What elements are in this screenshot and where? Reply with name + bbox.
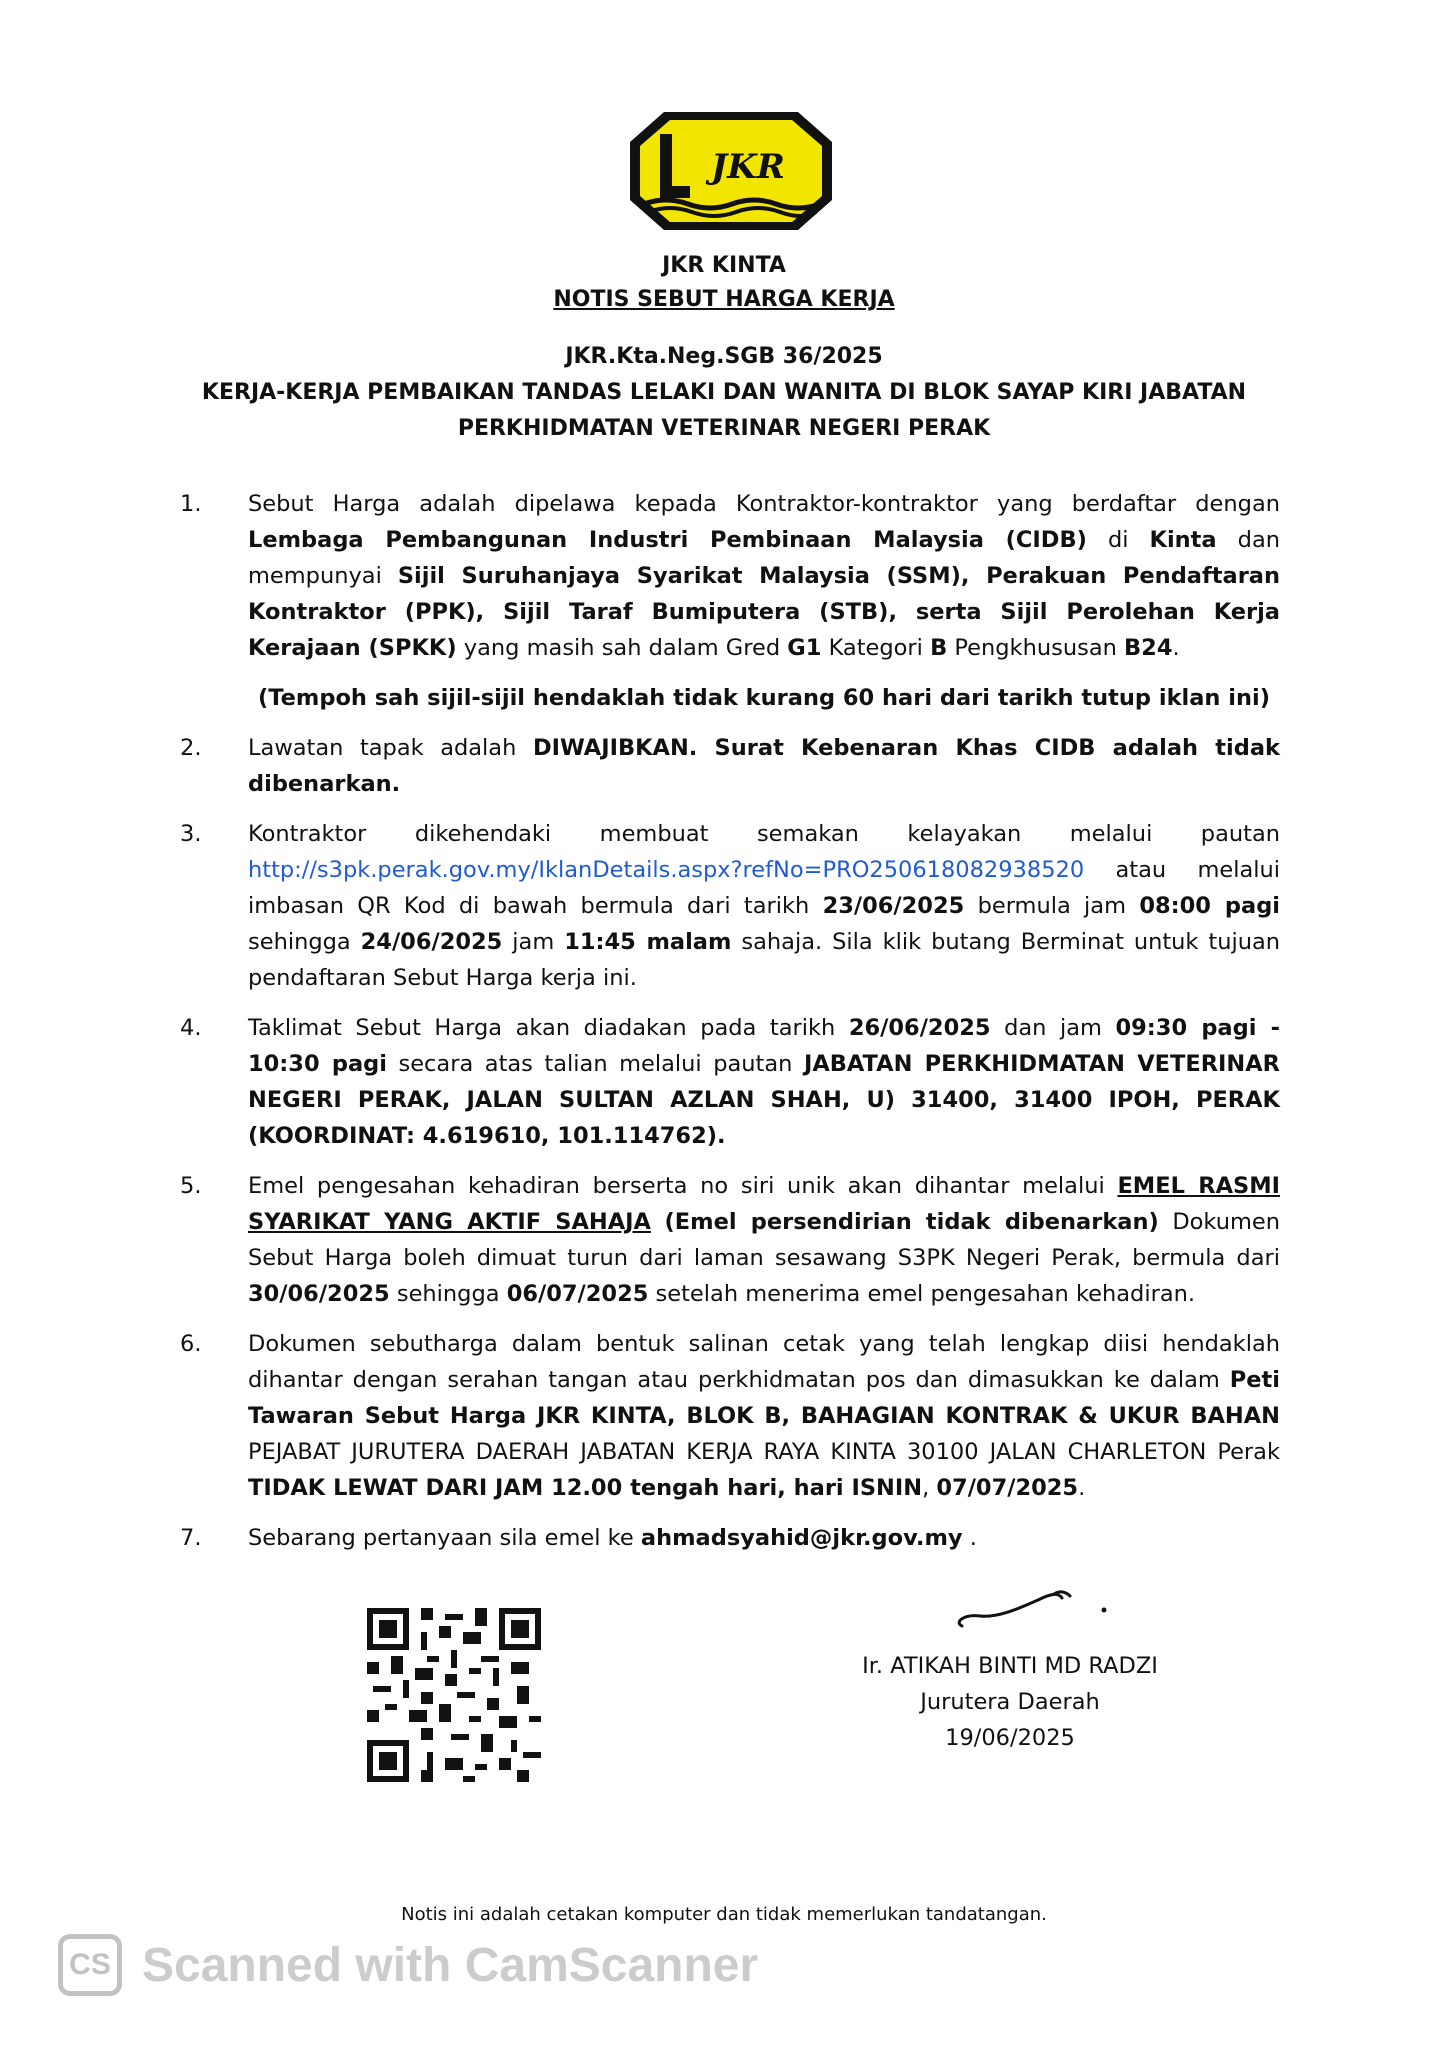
qr-code-image bbox=[367, 1608, 541, 1782]
notice-title: NOTIS SEBUT HARGA KERJA bbox=[553, 287, 895, 312]
item-number: 2. bbox=[180, 735, 202, 761]
item-text: Sebut Harga adalah dipelawa kepada Kontraktor-kontraktor yang berdaftar dengan Lembaga Pembangunan Industri Pembinaan Malaysia (CIDB) di Kinta dan mempunyai Sijil Suruhanjaya Syarikat Malaysia (SSM), Perakuan Pendaftaran Kontraktor (PPK), Sijil Taraf Bumiputera (STB), serta Sijil Perolehan Kerja Kerajaan (SPKK) yang masih sah dalam Gred G1 Kategori B Pengkhususan B24. bbox=[248, 491, 1281, 661]
camscanner-watermark bbox=[58, 1930, 758, 2000]
item-number: 5. bbox=[180, 1173, 202, 1199]
reference-number: JKR.Kta.Neg.SGB 36/2025 bbox=[565, 344, 883, 369]
item-text: Dokumen sebutharga dalam bentuk salinan cetak yang telah lengkap diisi hendaklah dihantar dengan serahan tangan atau perkhidmatan pos dan dimasukkan ke dalam Peti Tawaran Sebut Harga JKR KINTA, BLOK B, BAHAGIAN KONTRAK & UKUR BAHAN PEJABAT JURUTERA DAERAH JABATAN KERJA RAYA KINTA 30100 JALAN CHARLETON Perak TIDAK LEWAT DARI JAM 12.00 tengah hari, hari ISNIN, 07/07/2025. bbox=[248, 1331, 1281, 1501]
list-item bbox=[180, 1326, 1280, 1506]
signature-image bbox=[950, 1578, 1120, 1638]
item-text: Taklimat Sebut Harga akan diadakan pada tarikh 26/06/2025 dan jam 09:30 pagi - 10:30 pagi secara atas talian melalui pautan JABATAN PERKHIDMATAN VETERINAR NEGERI PERAK, JALAN SULTAN AZLAN SHAH, U) 31400, 31400 IPOH, PERAK (KOORDINAT: 4.619610, 101.114762). bbox=[248, 1015, 1280, 1149]
item-number: 4. bbox=[180, 1015, 202, 1041]
s3pk-link[interactable]: http://s3pk.perak.gov.my/IklanDetails.aspx?refNo=PRO250618082938520 bbox=[248, 857, 1085, 883]
org-name: JKR KINTA bbox=[662, 253, 786, 278]
signature-block bbox=[800, 1648, 1220, 1756]
item-text: Emel pengesahan kehadiran berserta no siri unik akan dihantar melalui EMEL RASMI SYARIKAT YANG AKTIF SAHAJA (Emel persendirian tidak dibenarkan) Dokumen Sebut Harga boleh dimuat turun dari laman sesawang S3PK Negeri Perak, bermula dari 30/06/2025 sehingga 06/07/2025 setelah menerima emel pengesahan kehadiran. bbox=[248, 1173, 1281, 1307]
item-number: 6. bbox=[180, 1331, 202, 1357]
jkr-logo bbox=[626, 108, 836, 234]
certificate-validity-note: (Tempoh sah sijil-sijil hendaklah tidak kurang 60 hari dari tarikh tutup iklan ini) bbox=[257, 685, 1271, 711]
project-title-line2: PERKHIDMATAN VETERINAR NEGERI PERAK bbox=[457, 416, 991, 441]
item-number: 1. bbox=[180, 491, 202, 517]
item-text: Kontraktor dikehendaki membuat semakan kelayakan melalui pautan http://s3pk.perak.gov.my/IklanDetails.aspx?refNo=PRO250618082938520 atau melalui imbasan QR Kod di bawah bermula dari tarikh 23/06/2025 bermula jam 08:00 pagi sehingga 24/06/2025 jam 11:45 malam sahaja. Sila klik butang Berminat untuk tujuan pendaftaran Sebut Harga kerja ini. bbox=[248, 821, 1281, 991]
project-title-line1: KERJA-KERJA PEMBAIKAN TANDAS LELAKI DAN WANITA DI BLOK SAYAP KIRI JABATAN bbox=[201, 380, 1247, 405]
item-text: Lawatan tapak adalah DIWAJIBKAN. Surat Kebenaran Khas CIDB adalah tidak dibenarkan. bbox=[248, 735, 1281, 797]
item-number: 7. bbox=[180, 1525, 202, 1551]
contact-email: ahmadsyahid@jkr.gov.my bbox=[640, 1525, 963, 1551]
item-number: 3. bbox=[180, 821, 202, 847]
list-item bbox=[180, 816, 1280, 996]
signatory-position: Jurutera Daerah bbox=[920, 1689, 1100, 1715]
camscanner-logo-icon: CS bbox=[58, 1934, 122, 1996]
list-item bbox=[180, 1168, 1280, 1312]
list-item bbox=[180, 1010, 1280, 1154]
logo-text: JKR bbox=[711, 147, 785, 187]
list-item bbox=[180, 1520, 1280, 1556]
footer-note: Notis ini adalah cetakan komputer dan tidak memerlukan tandatangan. bbox=[401, 1904, 1047, 1925]
notice-body bbox=[180, 486, 1280, 1570]
signature-date: 19/06/2025 bbox=[945, 1725, 1075, 1751]
camscanner-watermark-text: Scanned with CamScanner bbox=[142, 1938, 759, 1992]
list-item bbox=[180, 486, 1280, 666]
signatory-name: Ir. ATIKAH BINTI MD RADZI bbox=[862, 1653, 1158, 1679]
list-item bbox=[180, 730, 1280, 802]
item-text: Sebarang pertanyaan sila emel ke ahmadsyahid@jkr.gov.my . bbox=[248, 1525, 977, 1551]
